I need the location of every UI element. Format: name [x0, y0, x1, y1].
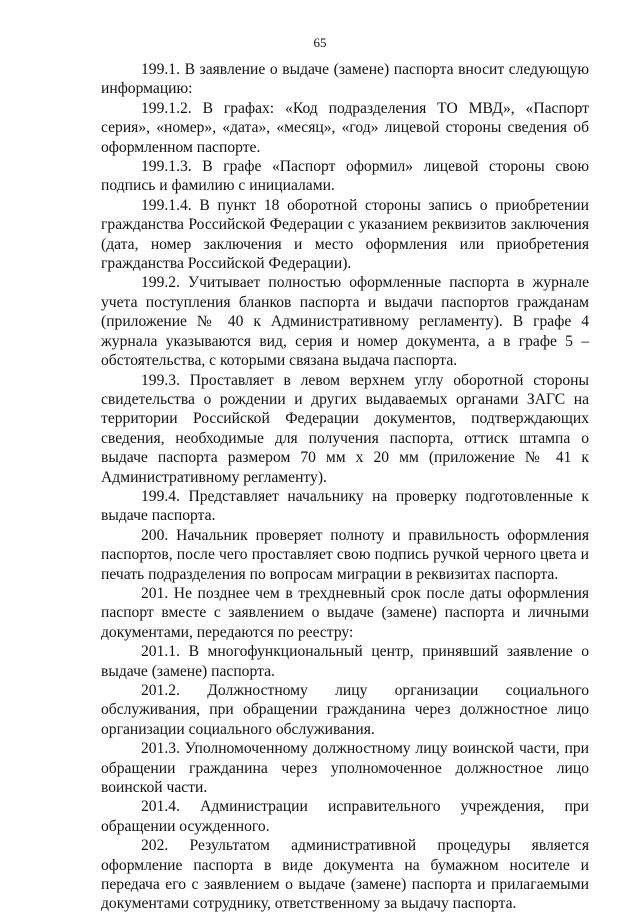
paragraph-201-4: 201.4. Администрации исправительного учреждения, при обращении осужденного.: [101, 798, 589, 835]
paragraph-201-1: 201.1. В многофункциональный центр, принявший заявление о выдаче (замене) паспорта.: [101, 643, 589, 680]
paragraph-199-1-4: 199.1.4. В пункт 18 оборотной стороны запись о приобретении гражданства Российской Федерации с указанием реквизитов заключения (дата, номер заключения и место оформления или приобретения гражданства Российской Федерации).: [101, 196, 589, 273]
paragraph-199-1: 199.1. В заявление о выдаче (замене) паспорта вносит следующую информацию:: [101, 61, 589, 98]
paragraph-201-2: 201.2. Должностному лицу организации социального обслуживания, при обращении гражданина через должностное лицо организации социального обслуживания.: [101, 682, 589, 738]
paragraph-199-1-3: 199.1.3. В графе «Паспорт оформил» лицевой стороны свою подпись и фамилию с инициалами.: [101, 158, 589, 195]
paragraph-199-1-2: 199.1.2. В графах: «Код подразделения ТО МВД», «Паспорт серия», «номер», «дата», «месяц», «год» лицевой стороны сведения об оформленном паспорте.: [101, 99, 589, 156]
paragraph-201: 201. Не позднее чем в трехдневный срок после даты оформления паспорт вместе с заявлением о выдаче (замене) паспорта и личными документами, передаются по реестру:: [101, 584, 589, 641]
paragraph-201-3: 201.3. Уполномоченному должностному лицу воинской части, при обращении гражданина через уполномоченное должностное лицо воинской части.: [101, 740, 589, 797]
paragraph-199-4: 199.4. Представляет начальнику на проверку подготовленные к выдаче паспорта.: [101, 487, 589, 525]
paragraph-202: 202. Результатом административной процедуры является оформление паспорта в виде документа на бумажном носителе и передача его с заявлением о выдаче (замене) паспорта и прилагаемыми документами сотруднику, ответственному за выдачу паспорта.: [101, 837, 589, 913]
page-number: 65: [313, 35, 327, 50]
document-body: [101, 60, 589, 914]
paragraph-199-2: 199.2. Учитывает полностью оформленные паспорта в журнале учета поступления бланков паспорта и выдачи паспортов гражданам (приложение № 40 к Административному регламенту). В графе 4 журнала указываются вид, серия и номер документа, а в графе 5 – обстоятельства, с которыми связана выдача паспорта.: [101, 274, 589, 370]
paragraph-200: 200. Начальник проверяет полноту и правильность оформления паспортов, после чего проставляет свою подпись ручкой черного цвета и печать подразделения по вопросам миграции в реквизитах паспорта.: [101, 526, 589, 583]
paragraph-199-3: 199.3. Проставляет в левом верхнем углу оборотной стороны свидетельства о рождении и других выдаваемых органами ЗАГС на территории Российской Федерации документов, подтверждающих сведения, необходимые для получения паспорта, оттиск штампа о выдаче паспорта размером 70 мм x 20 мм (приложение № 41 к Административному регламенту).: [101, 371, 589, 486]
